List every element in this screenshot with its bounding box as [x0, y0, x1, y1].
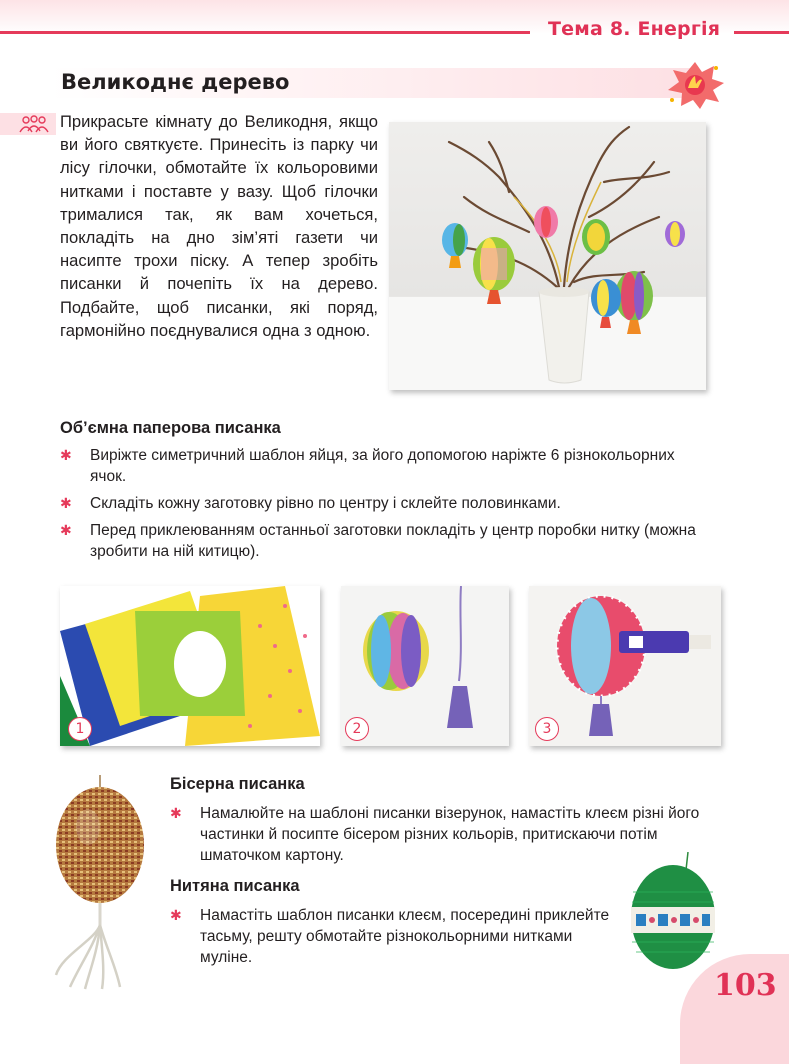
step-photo-1 — [60, 586, 320, 746]
thread-egg-title: Нитяна писанка — [170, 877, 300, 895]
star-bullet-icon: ✱ — [170, 805, 182, 821]
paper-egg-title: Об’ємна паперова писанка — [60, 419, 281, 437]
section-title: Великоднє дерево — [61, 70, 290, 94]
list-item: ✱ Перед приклеюванням останньої заготовки покладіть у центр поробки нитку (можна зробити на ній китицю). — [60, 522, 696, 560]
chapter-title: Тема 8. Енергія — [548, 18, 721, 40]
star-bullet-icon: ✱ — [60, 495, 72, 511]
paper-sheets-illustration — [60, 586, 320, 746]
easter-tree-photo — [389, 122, 706, 390]
header-rule-right — [734, 31, 789, 34]
step-photo-3 — [529, 586, 721, 746]
easter-tree-illustration — [389, 122, 706, 390]
star-bullet-icon: ✱ — [60, 522, 72, 538]
list-item: ✱ Намалюйте на шаблоні писанки візерунок, намастіть клеєм різні його частинки й посипте бісером різних кольорів, притискаючи потім шматочком картону. — [170, 805, 700, 864]
thread-egg-steps — [170, 905, 615, 974]
list-item: ✱ Намастіть шаблон писанки клеєм, посередині приклейте тасьму, решту обмотайте різнокольорними нитками муліне. — [170, 907, 610, 966]
paper-egg-steps — [60, 445, 710, 568]
star-bullet-icon: ✱ — [60, 447, 72, 463]
step-number-3: 3 — [535, 717, 559, 741]
step-number-1: 1 — [68, 717, 92, 741]
bead-egg-title: Бісерна писанка — [170, 775, 305, 793]
list-item: ✱ Складіть кожну заготовку рівно по центру і склейте половинками. — [60, 495, 561, 512]
thread-egg-photo — [628, 852, 716, 972]
page-number: 103 — [714, 968, 777, 1003]
step-number-2: 2 — [345, 717, 369, 741]
star-bullet-icon: ✱ — [170, 907, 182, 923]
glue-egg-illustration — [529, 586, 721, 746]
bead-egg-photo — [50, 775, 150, 990]
list-item: ✱ Виріжте симетричний шаблон яйця, за його допомогою наріжте 6 різнокольорних ячок. — [60, 447, 675, 485]
hand-splash-icon — [664, 60, 726, 110]
header-rule-left — [0, 31, 530, 34]
group-people-icon — [18, 115, 50, 133]
intro-paragraph: Прикрасьте кімнату до Великодня, якщо ви його святкуєте. Принесіть із парку чи лісу гілочки, обмотайте їх кольоровими нитками і поставте у вазу. Щоб гілочки трималися так, як вам хочеться, покладіть на дно зім’яті газети чи насипте трохи піску. А тепер зробіть писанки й почепіть їх на дерево. Подбайте, щоб писанки, які поряд, гармонійно поєднувалися одна з одною. — [60, 112, 378, 340]
